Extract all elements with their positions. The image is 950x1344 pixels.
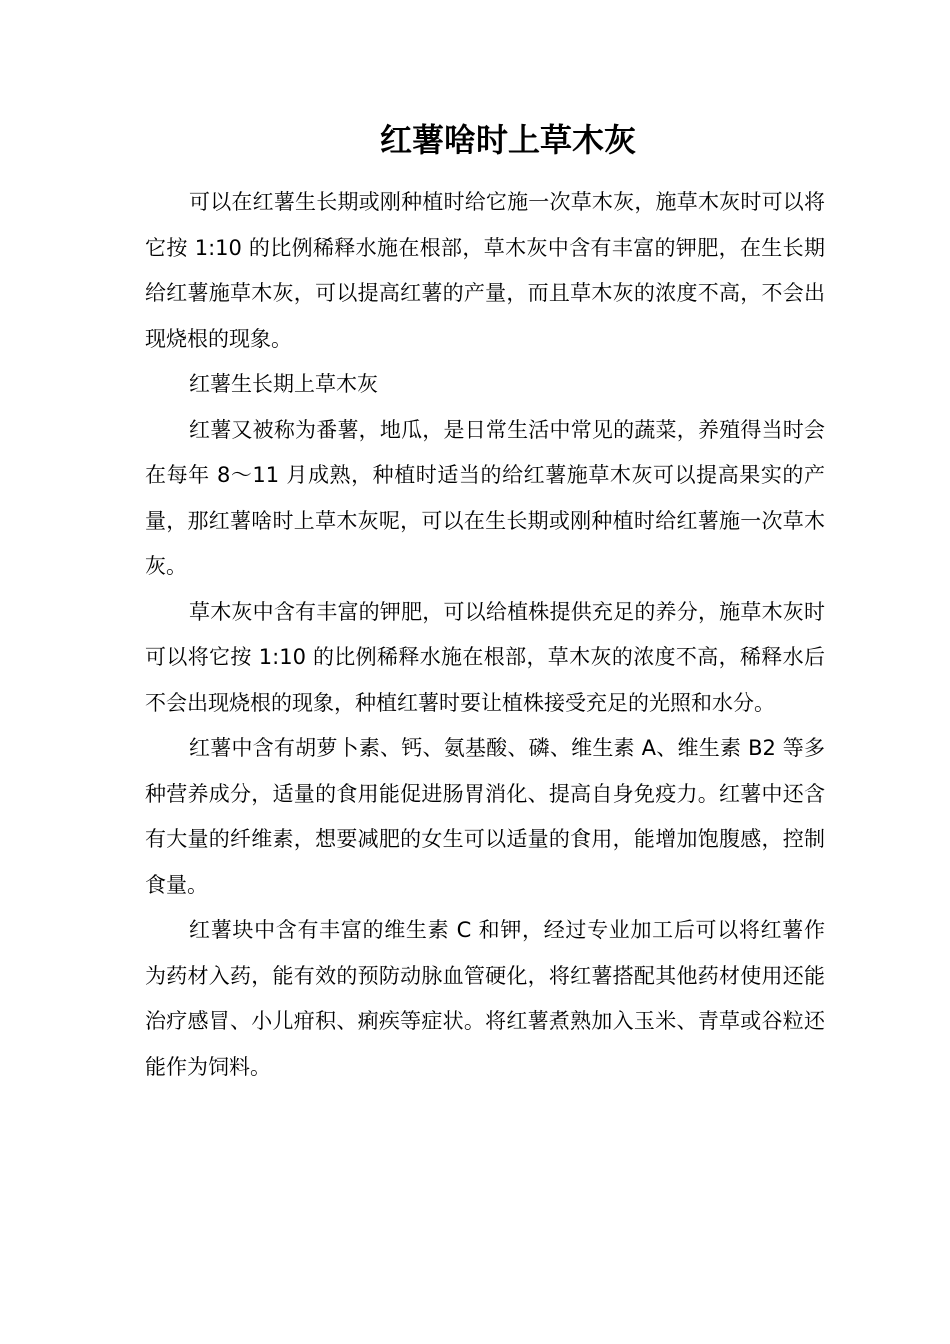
page-title: 红薯啥时上草木灰 xyxy=(379,121,636,159)
paragraph-overview: 红薯又被称为番薯，地瓜，是日常生活中常见的蔬菜，养殖得当时会在每年 8～11 月成熟，种植时适当的给红薯施草木灰可以提高果实的产量，那红薯啥时上草木灰呢，可以在生长期或刚种植时给红薯施一次草木灰。 xyxy=(145,417,825,578)
paragraph-intro: 可以在红薯生长期或刚种植时给它施一次草木灰，施草木灰时可以将它按 1:10 的比例稀释水施在根部，草木灰中含有丰富的钾肥，在生长期给红薯施草木灰，可以提高红薯的产量，而且草木灰的浓度不高，不会出现烧根的现象。 xyxy=(145,190,825,351)
paragraph-nutrition: 红薯中含有胡萝卜素、钙、氨基酸、磷、维生素 A、维生素 B2 等多种营养成分，适量的食用能促进肠胃消化、提高自身免疫力。红薯中还含有大量的纤维素，想要减肥的女生可以适量的食用，能增加饱腹感，控制食量。 xyxy=(145,736,825,897)
paragraph-subheading: 红薯生长期上草木灰 xyxy=(189,372,378,396)
paragraph-potash: 草木灰中含有丰富的钾肥，可以给植株提供充足的养分，施草木灰时可以将它按 1:10 的比例稀释水施在根部，草木灰的浓度不高，稀释水后不会出现烧根的现象，种植红薯时要让植株接受充足的光照和水分。 xyxy=(145,599,825,715)
paragraph-uses: 红薯块中含有丰富的维生素 C 和钾，经过专业加工后可以将红薯作为药材入药，能有效的预防动脉血管硬化，将红薯搭配其他药材使用还能治疗感冒、小儿疳积、痢疾等症状。将红薯煮熟加入玉米、青草或谷粒还能作为饲料。 xyxy=(145,918,825,1079)
document-body xyxy=(145,180,825,1090)
